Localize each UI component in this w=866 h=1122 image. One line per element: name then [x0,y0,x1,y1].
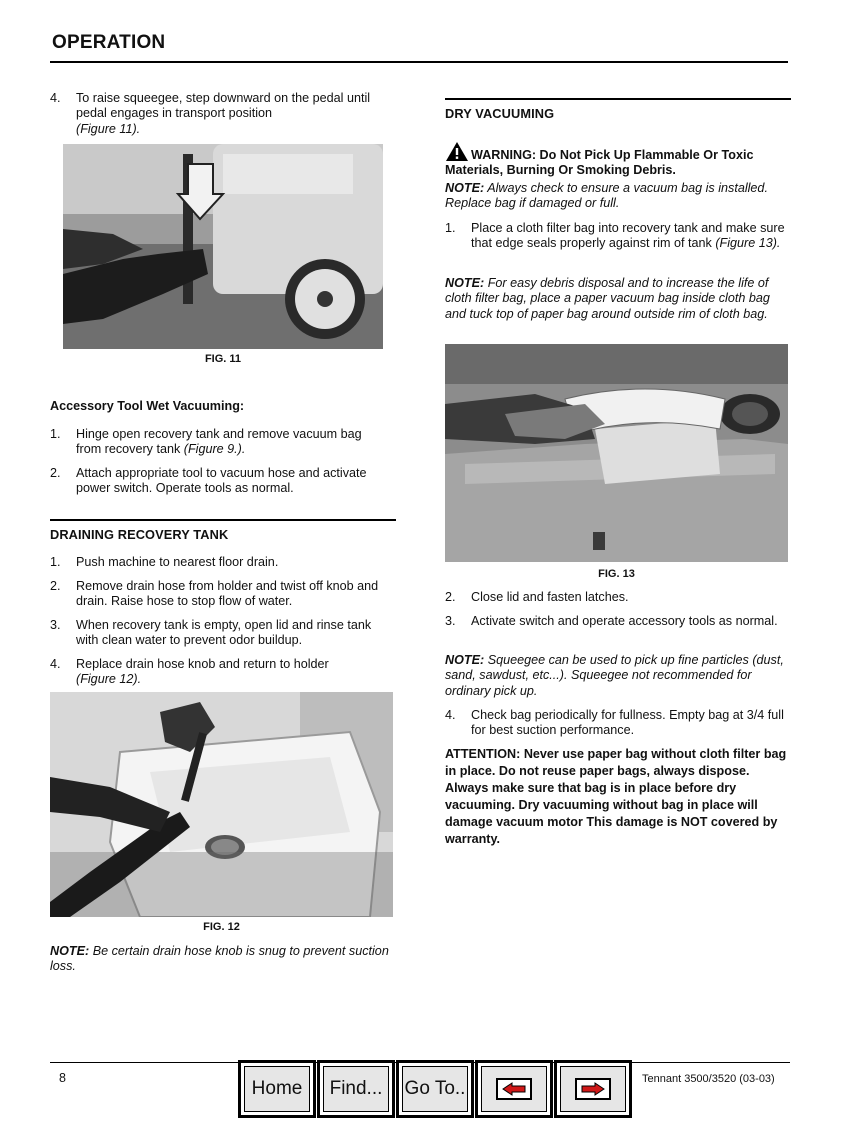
accessory-heading: Accessory Tool Wet Vacuuming: [50,399,245,413]
note-text: Be certain drain hose knob is snug to prevent suction loss. [50,944,389,974]
home-label: Home [251,1078,303,1099]
dry-vacuuming-heading: DRY VACUUMING [445,106,555,121]
figure-12-image [50,692,393,917]
item-number: 2. [445,590,456,604]
dry-item-4 [445,708,790,740]
arrow-left-icon [501,1082,527,1096]
item-number: 1. [50,555,61,569]
note-text: For easy debris disposal and to increase the life of cloth filter bag, place a paper vacuum bag inside cloth bag and tuck top of paper bag around outside rim of cloth bag. [445,276,770,321]
note-label: NOTE: [445,653,485,667]
previous-page-button[interactable] [475,1060,553,1118]
figure-12-caption: FIG. 12 [203,921,240,933]
warning-text: WARNING: Do Not Pick Up Flammable Or Toxic Materials, Burning Or Smoking Debris. [445,148,754,178]
figure-11-image [63,144,383,349]
note-text: Squeegee can be used to pick up fine particles (dust, sand, sawdust, etc...). Squeegee not recommended for ordinary pick up. [445,653,784,698]
left-note [50,944,396,975]
step-text: To raise squeegee, step downward on the pedal until pedal engages in transport position [76,91,371,121]
item-text: When recovery tank is empty, open lid and rinse tank with clean water to prevent odor buildup. [76,618,372,648]
header-rule [50,61,788,63]
page-title: OPERATION [52,32,166,53]
next-page-button[interactable] [554,1060,632,1118]
warning-icon [445,141,469,162]
accessory-item-1 [50,427,390,459]
item-number: 3. [50,618,61,632]
dry-item-2 [445,590,790,606]
draining-item-1 [50,555,390,571]
right-note-2 [445,276,793,322]
dry-item-1 [445,221,790,269]
item-number: 2. [50,466,61,480]
figure-13-caption: FIG. 13 [598,568,635,580]
item-number: 3. [445,614,456,628]
item-text: Attach appropriate tool to vacuum hose and activate power switch. Operate tools as normal. [76,466,367,496]
item-number: 4. [50,657,61,671]
item-number: 4. [445,708,456,722]
note-text: Always check to ensure a vacuum bag is installed. Replace bag if damaged or full. [445,181,768,211]
page-number: 8 [59,1071,66,1085]
figure-11-caption: FIG. 11 [204,353,242,365]
figure-ref: (Figure 12). [76,672,142,687]
home-button[interactable] [238,1060,316,1118]
left-step-4 [50,91,390,139]
goto-label: Go To.. [404,1078,466,1099]
find-label: Find... [329,1078,383,1099]
item-text: Remove drain hose from holder and twist off knob and drain. Raise hose to stop flow of water. [76,579,379,609]
document-reference: Tennant 3500/3520 (03-03) [642,1073,775,1085]
right-note-3 [445,653,790,699]
accessory-item-2 [50,466,390,498]
item-text: Close lid and fasten latches. [471,590,629,604]
draining-item-2 [50,579,390,611]
warning-block [445,141,790,179]
draining-heading: DRAINING RECOVERY TANK [50,527,229,542]
dry-item-3 [445,614,790,646]
draining-item-4 [50,657,390,689]
item-text: Check bag periodically for fullness. Empty bag at 3/4 full for best suction performance. [471,708,784,738]
item-text: Activate switch and operate accessory tools as normal. [471,614,778,628]
item-text: Push machine to nearest floor drain. [76,555,279,569]
item-number: 1. [50,427,61,441]
section-rule-draining [50,519,396,521]
arrow-right-icon [580,1082,606,1096]
figure-ref: (Figure 11). [76,121,141,136]
draining-item-3 [50,618,390,650]
item-text: Place a cloth filter bag into recovery tank and make sure that edge seals properly against rim of tank [471,221,785,251]
note-label: NOTE: [445,276,485,290]
attention-block: ATTENTION: Never use paper bag without cloth filter bag in place. Do not reuse paper bags, always dispose. Always make sure that bag is in place before dry vacuuming. Dry vacuuming without bag in place will damage vacuum motor This damage is NOT covered by warranty. [445,747,787,846]
right-note-1 [445,181,790,212]
item-text: Replace drain hose knob and return to holder [76,657,329,671]
note-label: NOTE: [50,944,90,958]
section-rule-dry [445,98,791,100]
figure-13-image [445,344,788,562]
note-label: NOTE: [445,181,485,195]
step-number: 4. [50,91,61,105]
find-button[interactable] [317,1060,395,1118]
item-number: 1. [445,221,456,235]
goto-button[interactable] [396,1060,474,1118]
figure-ref: (Figure 9.). [183,442,246,457]
item-text: Hinge open recovery tank and remove vacuum bag from recovery tank [76,427,362,457]
item-number: 2. [50,579,61,593]
figure-ref: (Figure 13). [715,236,781,251]
